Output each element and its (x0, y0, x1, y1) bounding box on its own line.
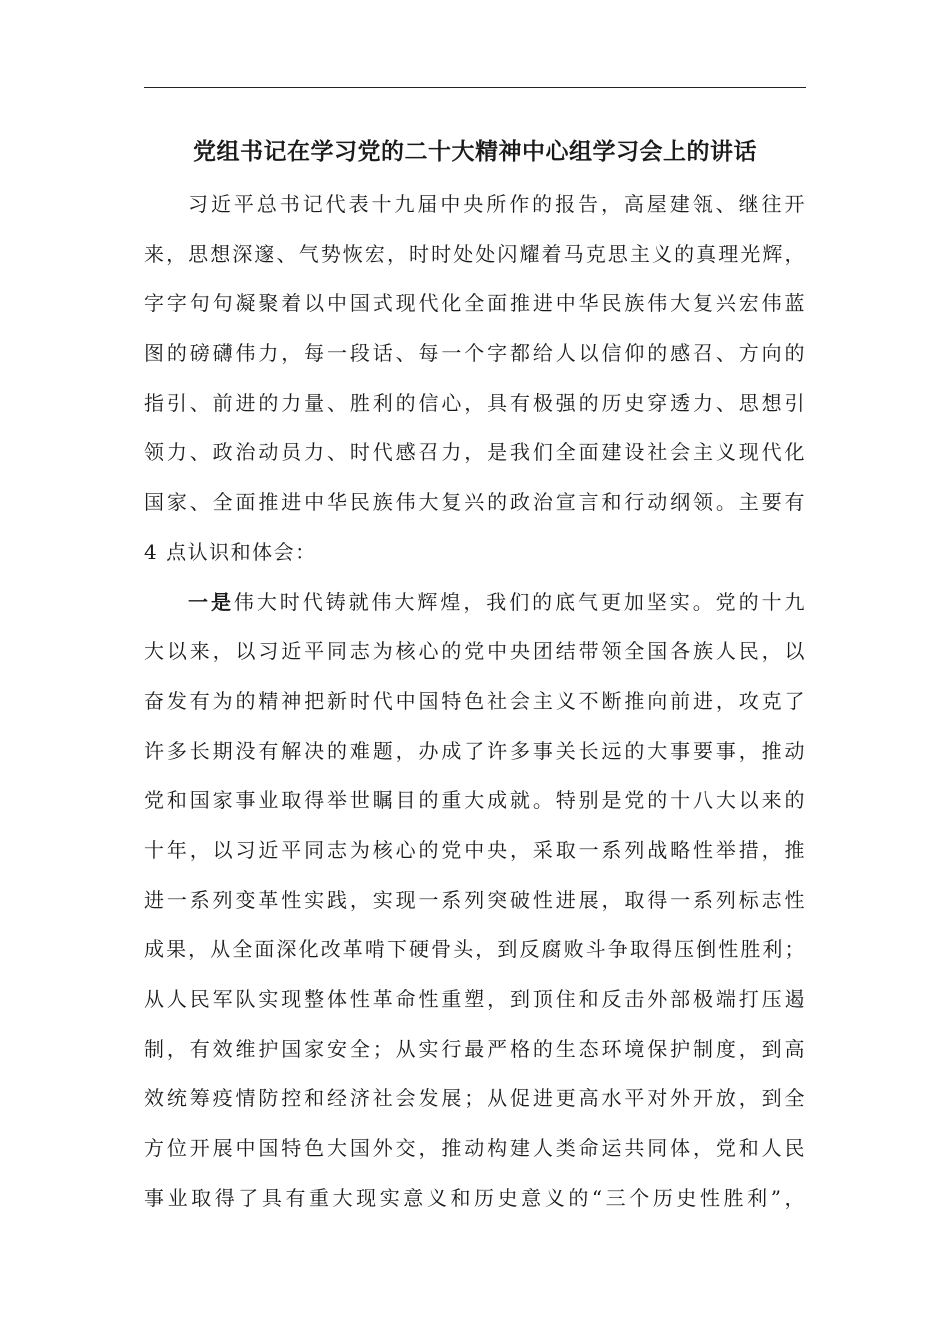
paragraph-lead: 一是 (188, 589, 234, 614)
text-line: 奋发有为的精神把新时代中国特色社会主义不断推向前进，攻克了 (144, 688, 806, 713)
text-line: 党和国家事业取得举世瞩目的重大成就。特别是党的十八大以来的 (144, 788, 806, 813)
text-line: 大以来，以习近平同志为核心的党中央团结带领全国各族人民，以 (144, 639, 806, 664)
text-line: 进一系列变革性实践，实现一系列突破性进展，取得一系列标志性 (144, 887, 806, 912)
text-line: 许多长期没有解决的难题，办成了许多事关长远的大事要事，推动 (144, 738, 806, 763)
text-line: 成果，从全面深化改革啃下硬骨头，到反腐败斗争取得压倒性胜利； (144, 937, 806, 962)
paragraph-intro (144, 180, 806, 578)
header-rule (144, 87, 806, 88)
text-line: 4 点认识和体会： (144, 539, 317, 564)
text-line: 字字句句凝聚着以中国式现代化全面推进中华民族伟大复兴宏伟蓝 (144, 291, 806, 316)
document-body (144, 180, 806, 1223)
paragraph-point-one (144, 578, 806, 1224)
text-line: 习近平总书记代表十九届中央所作的报告，高屋建瓴、继往开 (188, 192, 806, 216)
text-line: 方位开展中国特色大国外交，推动构建人类命运共同体，党和人民 (144, 1136, 806, 1161)
text-line: 指引、前进的力量、胜利的信心，具有极强的历史穿透力、思想引 (144, 390, 806, 415)
text-line: 从人民军队实现整体性革命性重塑，到顶住和反击外部极端打压遏 (144, 987, 806, 1011)
text-line: 国家、全面推进中华民族伟大复兴的政治宣言和行动纲领。主要有 (144, 490, 806, 515)
text-line: 十年，以习近平同志为核心的党中央，采取一系列战略性举措，推 (144, 837, 806, 862)
text-line: 制，有效维护国家安全；从实行最严格的生态环境保护制度，到高 (144, 1036, 806, 1061)
document-title: 党组书记在学习党的二十大精神中心组学习会上的讲话 (193, 138, 757, 165)
text-line: 来，思想深邃、气势恢宏，时时处处闪耀着马克思主义的真理光辉， (144, 241, 806, 266)
text-line: 领力、政治动员力、时代感召力，是我们全面建设社会主义现代化 (144, 440, 806, 465)
text-line: 效统筹疫情防控和经济社会发展；从促进更高水平对外开放，到全 (144, 1086, 806, 1111)
text-line-rest: 伟大时代铸就伟大辉煌，我们的底气更加坚实。党的十九 (233, 589, 807, 614)
text-line-with-lead (144, 578, 806, 628)
text-line: 图的磅礴伟力，每一段话、每一个字都给人以信仰的感召、方向的 (144, 341, 806, 366)
text-line: 事业取得了具有重大现实意义和历史意义的“三个历史性胜利”， (144, 1185, 806, 1210)
